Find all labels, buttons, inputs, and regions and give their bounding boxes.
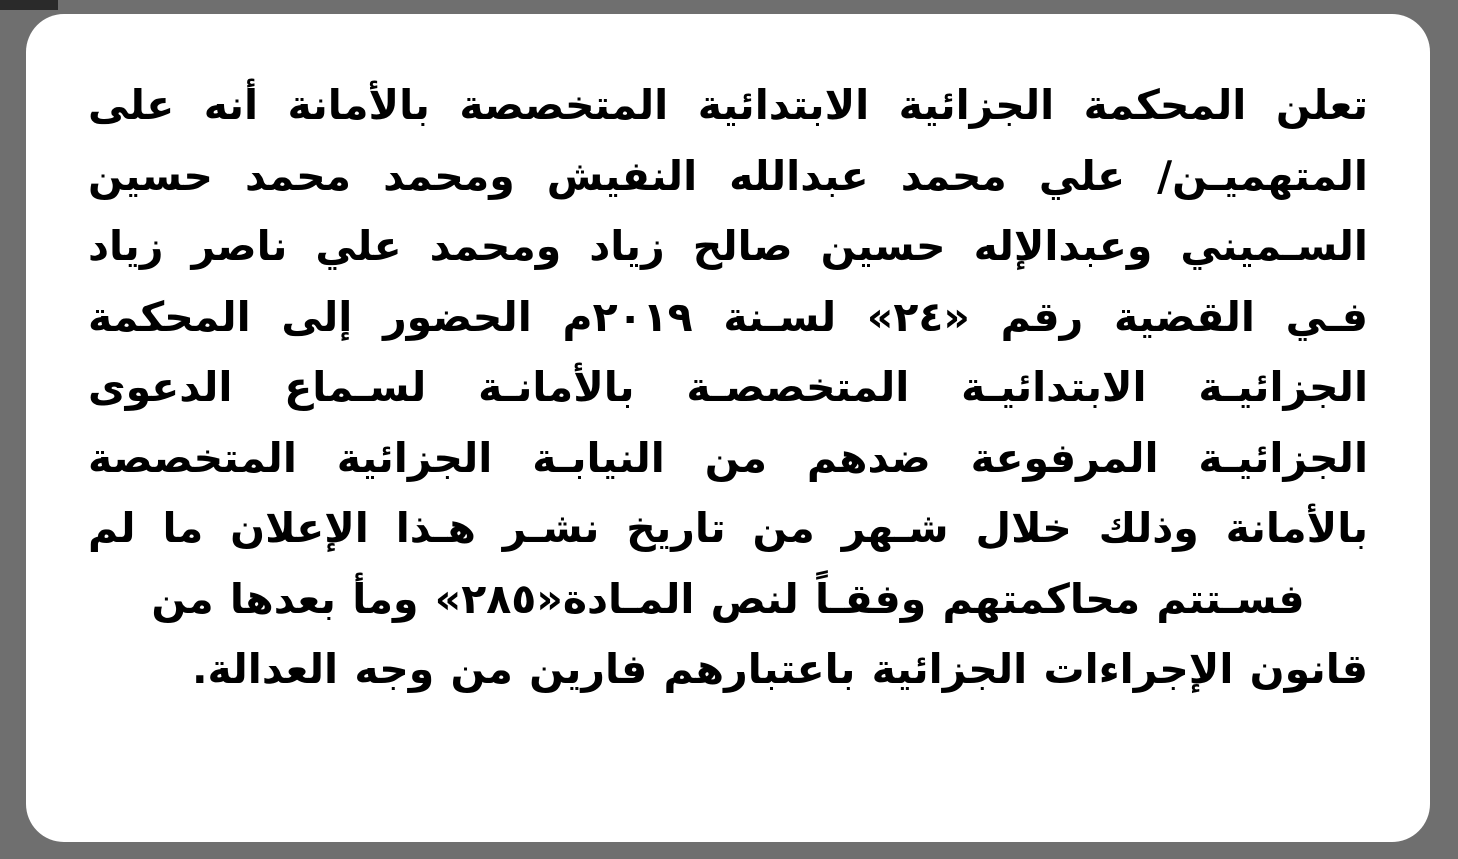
notice-paragraph-last-line: قانون الإجراءات الجزائية باعتبارهم فارين من وجه العدالة. [191,645,1368,694]
notice-paragraph: تعلن المحكمة الجزائية الابتدائية المتخصصة بالأمانة أنه على المتهميـن/ علي محمد عبدالله النفيش ومحمد محمد حسين السـميني وعبدالإله حسين صالح زياد ومحمد علي ناصر زياد فـي القضية رقم «٢٤» لسـنة ٢٠١٩م الحضور إلى المحكمة الجزائيـة الابتدائيـة المتخصصـة بالأمانـة لسـماع الدعوى الجزائيـة المرفوعة ضدهم من النيابـة الجزائية المتخصصة بالأمانة وذلك خلال شـهر من تاريخ نشـر هـذا الإعلان ما لم فسـتتم محاكمتهم وفقـاً لنص المـادة«٢٨٥» ومأ بعدها من [88,81,1368,623]
top-background-strip [58,0,1458,8]
top-left-notch [0,0,58,10]
notice-body [88,70,1368,705]
court-notice-card [26,14,1430,842]
